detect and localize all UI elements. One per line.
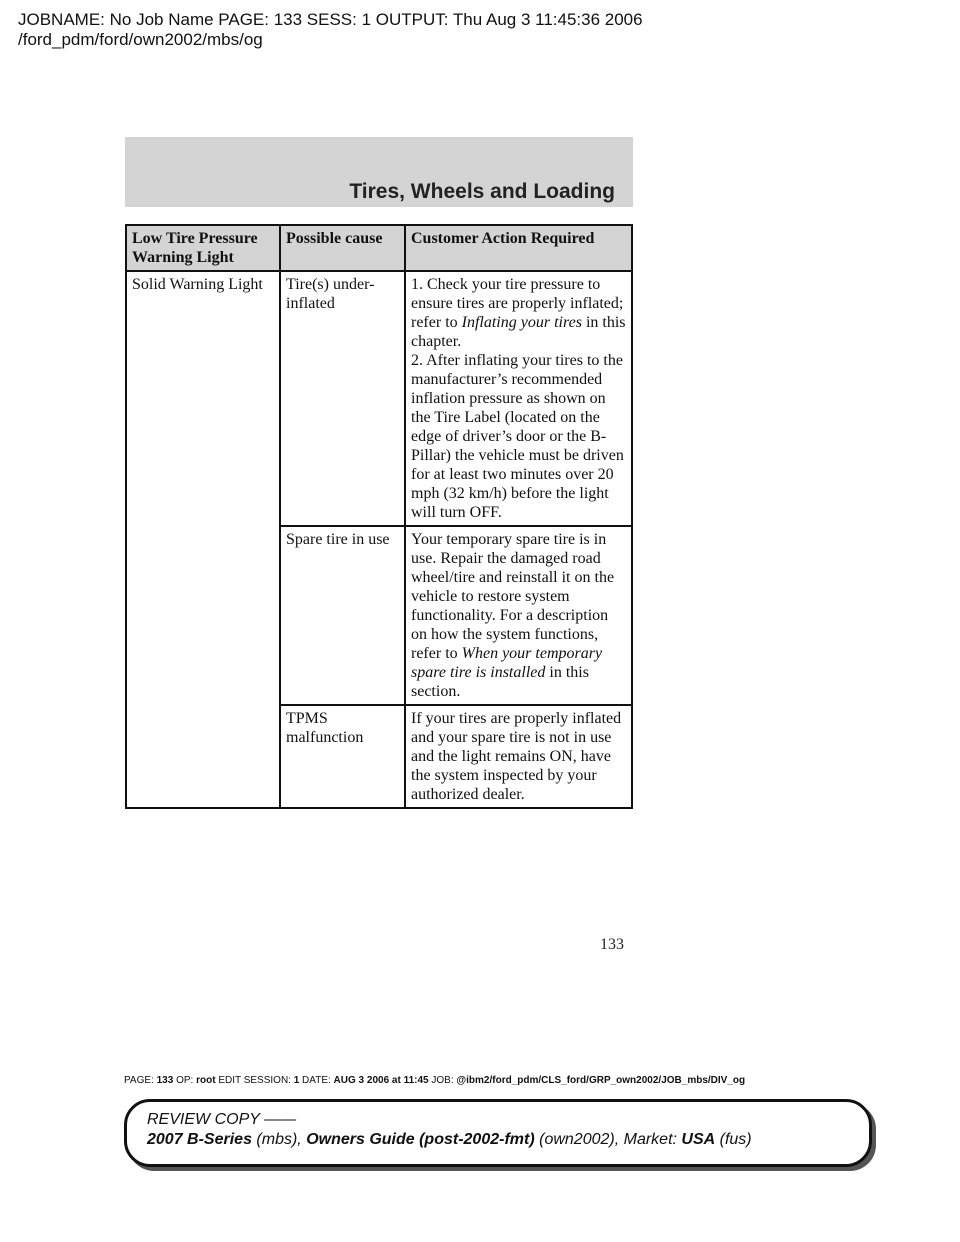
action-text: in this section. bbox=[411, 664, 589, 700]
section-title: Tires, Wheels and Loading bbox=[349, 180, 615, 203]
action-cell: If your tires are properly inflated and your spare tire is not in use and the light remains ON, have the system inspected by your authorized dealer. bbox=[405, 705, 632, 808]
table-header-row bbox=[126, 225, 632, 271]
section-header-band bbox=[125, 137, 633, 207]
print-footer: PAGE: 133 OP: root EDIT SESSION: 1 DATE: AUG 3 2006 at 11:45 JOB: @ibm2/ford_pdm/CLS_ford/GRP_own2002/JOB_mbs/DIV_og bbox=[124, 1075, 746, 1086]
header-customer-action: Customer Action Required bbox=[405, 225, 632, 271]
warning-light-cell: Solid Warning Light bbox=[126, 271, 280, 808]
action-cell bbox=[405, 526, 632, 705]
page-number: 133 bbox=[600, 936, 624, 953]
action-reference: When your temporary spare tire is installed bbox=[411, 645, 603, 681]
review-copy-box bbox=[124, 1099, 872, 1167]
cause-cell: Spare tire in use bbox=[280, 526, 405, 705]
action-text: 1. Check your tire pressure to ensure tires are properly inflated; refer to bbox=[411, 276, 624, 331]
cause-cell: Tire(s) under-inflated bbox=[280, 271, 405, 526]
tpms-table bbox=[125, 224, 633, 809]
job-header-line2: /ford_pdm/ford/own2002/mbs/og bbox=[18, 30, 263, 49]
header-possible-cause: Possible cause bbox=[280, 225, 405, 271]
header-warning-light: Low Tire Pressure Warning Light bbox=[126, 225, 280, 271]
action-reference: Inflating your tires bbox=[461, 314, 582, 331]
review-copy-line: REVIEW COPY —— bbox=[147, 1111, 297, 1128]
action-text: Your temporary spare tire is in use. Repair the damaged road wheel/tire and reinstall it on the vehicle to restore system functionality. For a description on how the system functions, refer to bbox=[411, 531, 615, 662]
table-row bbox=[126, 271, 632, 526]
job-header-line1: JOBNAME: No Job Name PAGE: 133 SESS: 1 OUTPUT: Thu Aug 3 11:45:36 2006 bbox=[18, 10, 643, 29]
review-copy-text bbox=[147, 1110, 752, 1150]
review-model-line: 2007 B-Series (mbs), Owners Guide (post-2002-fmt) (own2002), Market: USA (fus) bbox=[147, 1131, 752, 1148]
action-text: in this chapter. bbox=[411, 314, 626, 350]
job-header bbox=[18, 10, 643, 50]
cause-cell: TPMS malfunction bbox=[280, 705, 405, 808]
action-text: 2. After inflating your tires to the manufacturer’s recommended inflation pressure as shown on the Tire Label (located on the edge of driver’s door or the B-Pillar) the vehicle must be driven for at least two minutes over 20 mph (32 km/h) before the light will turn OFF. bbox=[411, 352, 624, 521]
action-cell bbox=[405, 271, 632, 526]
